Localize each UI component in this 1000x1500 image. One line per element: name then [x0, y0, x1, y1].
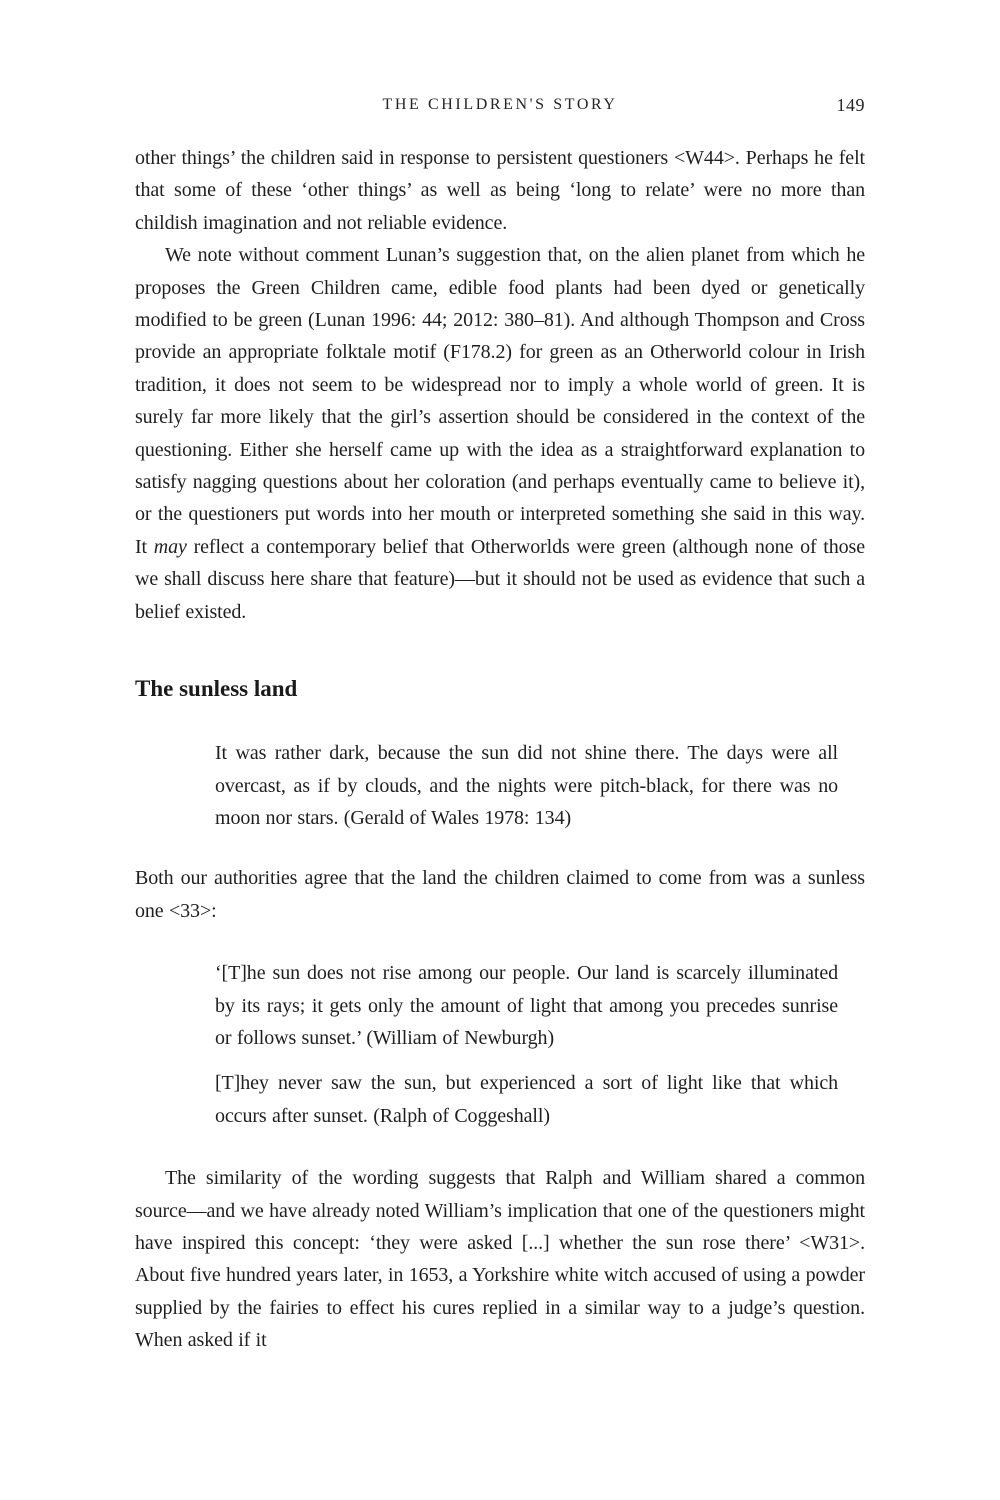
paragraph-authorities: Both our authorities agree that the land the children claimed to come from was a sunless one <33>: [135, 867, 865, 922]
blockquote-ralph-text: [T]hey never saw the sun, but experienced a sort of light like that which occurs after sunset. (Ralph of Coggeshall) [215, 1072, 838, 1127]
paragraph-continuation: other things’ the children said in response to persistent questioners <W44>. Perhaps he felt that some of these ‘other things’ as well as being ‘long to relate’ were no more than childish imagination and not reliable evidence. [135, 147, 865, 234]
page-number: 149 [836, 95, 865, 115]
blockquote-gerald [135, 737, 865, 834]
section-heading: The sunless land [135, 676, 298, 702]
paragraph-similarity: The similarity of the wording suggests that Ralph and William shared a common source—and we have already noted William’s implication that one of the questioners might have inspired this concept: ‘they were asked [...] whether the sun rose there’ <W31>. About five hundred years later, in 1653, a Yorkshire white witch accused of using a powder supplied by the fairies to effect his cures replied in a similar way to a judge’s question. When asked if it [135, 1167, 865, 1352]
paragraph-green-italic-word: may [153, 535, 187, 558]
paragraph-green-part1: We note without comment Lunan’s suggestion that, on the alien planet from which he proposes the Green Children came, edible food plants had been dyed or genetically modified to be green (Lunan 1996: 44; 2012: 380–81). And although Thompson and Cross provide an appropriate folktale motif (F178.2) for green as an Otherworld colour in Irish tradition, it does not seem to be widespread nor to imply a whole world of green. It is surely far more likely that the girl’s assertion should be considered in the context of the questioning. Either she herself came up with the idea as a straightforward explanation to satisfy nagging questions about her coloration (and perhaps eventually came to believe it), or the questioners put words into her mouth or interpreted something she said in this way. It [135, 244, 865, 558]
blockquote-ralph [135, 1067, 865, 1132]
blockquote-william-text: ‘[T]he sun does not rise among our people. Our land is scarcely illuminated by its rays; it gets only the amount of light that among you precedes sunrise or follows sunset.’ (William of Newburgh) [215, 962, 838, 1049]
running-head [135, 94, 865, 116]
paragraph-green-part2: reflect a contemporary belief that Otherworlds were green (although none of those we shall discuss here share that feature)—but it should not be used as evidence that such a belief existed. [135, 535, 866, 623]
paragraph-green-children [135, 239, 865, 628]
text-column [135, 0, 865, 1357]
blockquote-william [135, 957, 865, 1054]
running-head-title: THE CHILDREN'S STORY [382, 96, 618, 113]
blockquote-gerald-text: It was rather dark, because the sun did not shine there. The days were all overcast, as if by clouds, and the nights were pitch-black, for there was no moon nor stars. (Gerald of Wales 1978: 134) [215, 742, 838, 829]
